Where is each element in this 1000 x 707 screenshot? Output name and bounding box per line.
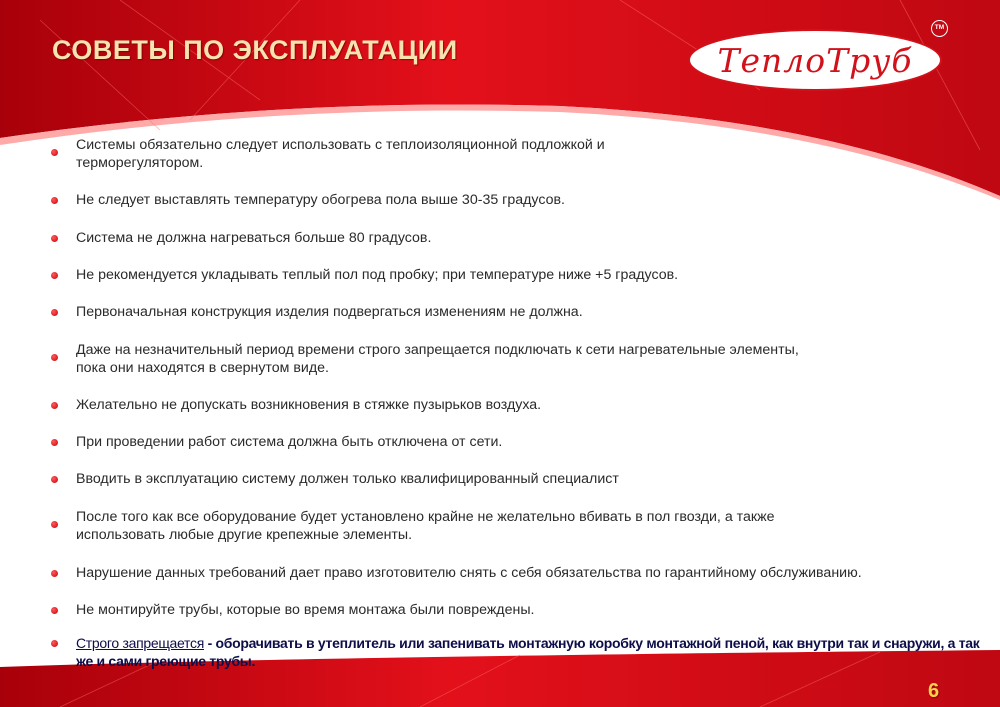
bullet-icon <box>51 640 58 647</box>
bullet-icon <box>51 476 58 483</box>
tip-line: использовать любые другие крепежные элементы. <box>76 527 413 543</box>
tip-line: пока они находятся в свернутом виде. <box>76 360 329 376</box>
tip-line: терморегулятором. <box>76 155 204 171</box>
tip-line: Не монтируйте трубы, которые во время монтажа были повреждены. <box>76 602 535 618</box>
page-number: 6 <box>928 680 940 702</box>
tip-line: Система не должна нагреваться больше 80 градусов. <box>76 230 432 246</box>
strict-label: Строго запрещается <box>76 635 204 651</box>
tip-line: Нарушение данных требований дает право изготовителю снять с себя обязательства по гарантийному обслуживанию. <box>76 565 862 581</box>
tip-line: Желательно не допускать возникновения в стяжке пузырьков воздуха. <box>76 397 542 413</box>
bullet-icon <box>51 309 58 316</box>
tip-line: Вводить в эксплуатацию систему должен только квалифицированный специалист <box>76 471 619 487</box>
bullet-icon <box>51 570 58 577</box>
tip-line: При проведении работ система должна быть отключена от сети. <box>76 434 503 450</box>
bullet-icon <box>51 354 58 361</box>
trademark-icon: TM <box>931 20 948 37</box>
warning-text: - оборачивать в утеплитель или запенивать монтажную коробку монтажной пеной, как внутри так и снаружи, а так <box>204 635 980 651</box>
tip-line: Не рекомендуется укладывать теплый пол под пробку; при температуре ниже +5 градусов. <box>76 267 679 283</box>
warning-line <box>76 634 980 652</box>
bullet-icon <box>51 235 58 242</box>
warning-line: же и сами греющие трубы. <box>76 653 256 669</box>
tip-line: После того как все оборудование будет установлено крайне не желательно вбивать в пол гвозди, а также <box>76 509 775 525</box>
bullet-icon <box>51 402 58 409</box>
logo-text: ТеплоТруб <box>717 40 913 80</box>
brand-logo <box>688 29 942 91</box>
tip-line: Первоначальная конструкция изделия подвергаться изменениям не должна. <box>76 304 583 320</box>
bullet-icon <box>51 439 58 446</box>
bullet-icon <box>51 521 58 528</box>
bullet-icon <box>51 272 58 279</box>
bullet-icon <box>51 197 58 204</box>
bullet-icon <box>51 607 58 614</box>
tip-line: Не следует выставлять температуру обогрева пола выше 30-35 градусов. <box>76 192 565 208</box>
bullet-icon <box>51 149 58 156</box>
tip-line: Системы обязательно следует использовать с теплоизоляционной подложкой и <box>76 137 605 153</box>
page-title: СОВЕТЫ ПО ЭКСПЛУАТАЦИИ <box>52 35 458 65</box>
tip-line: Даже на незначительный период времени строго запрещается подключать к сети нагревательные элементы, <box>76 342 799 358</box>
